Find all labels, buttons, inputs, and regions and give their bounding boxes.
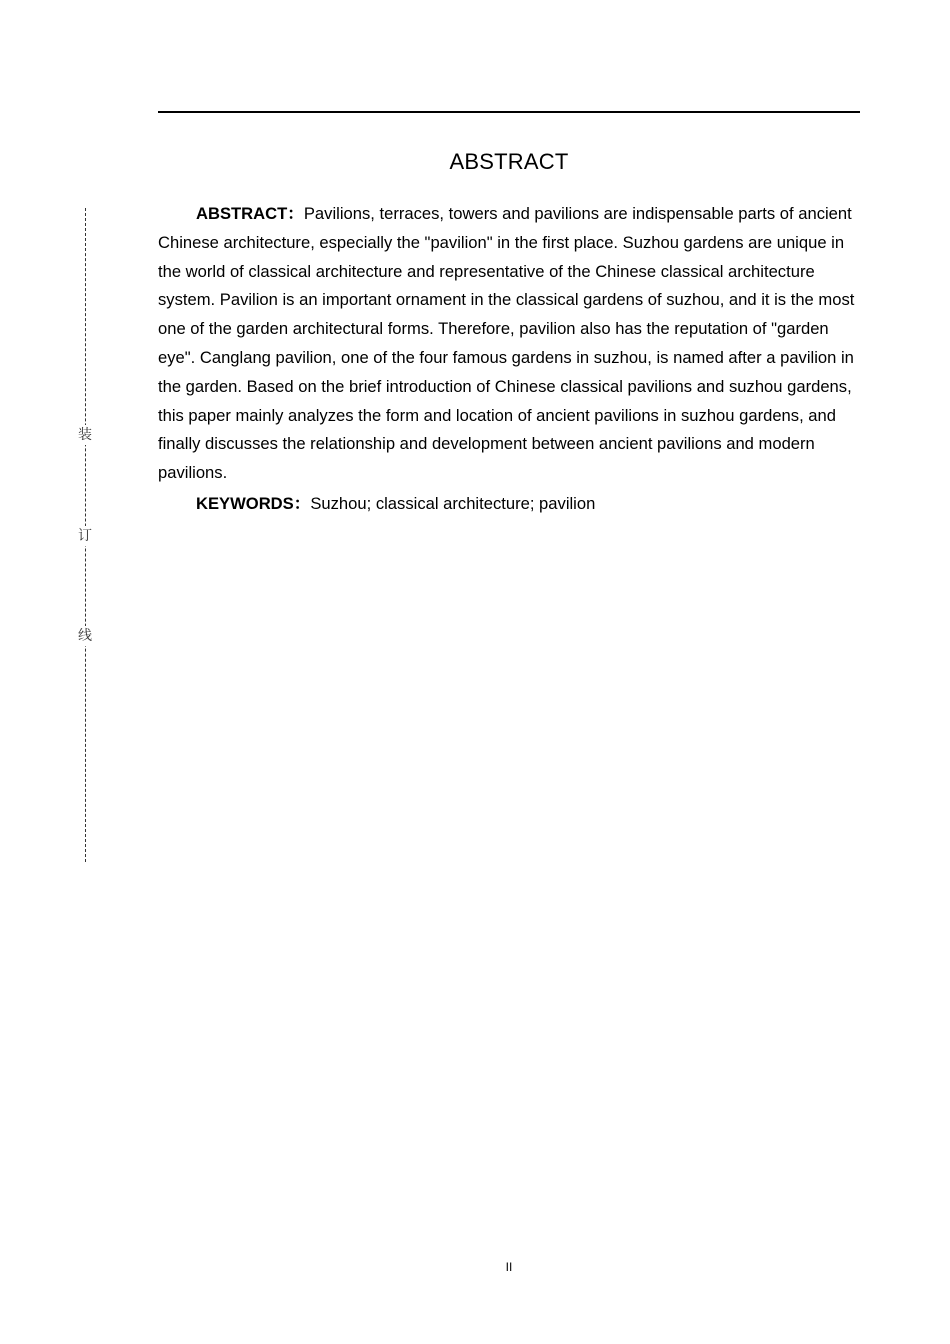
keywords-label: KEYWORDS： [196, 494, 311, 513]
keywords-text: Suzhou; classical architecture; pavilion [310, 494, 596, 513]
page-number: II [505, 1260, 513, 1274]
page-title: ABSTRACT [449, 149, 569, 174]
abstract-paragraph [158, 200, 860, 488]
abstract-text: Pavilions, terraces, towers and pavilions are indispensable parts of ancient Chinese architecture, especially the "pavilion" in the first place. Suzhou gardens are unique in the world of classical architecture and representative of the Chinese classical architecture system. Pavilion is an important ornament in the classical gardens of suzhou, and it is the most one of the garden architectural forms. Therefore, pavilion also has the reputation of "garden eye". Canglang pavilion, one of the four famous gardens in suzhou, is named after a pavilion in the garden. Based on the brief introduction of Chinese classical pavilions and suzhou gardens, this paper mainly analyzes the form and location of ancient pavilions in suzhou gardens, and finally discusses the relationship and development between ancient pavilions and modern pavilions. [158, 204, 855, 483]
keywords-paragraph [158, 490, 860, 519]
binding-char-zhuang: 装 [78, 427, 92, 443]
binding-char-ding: 订 [78, 528, 92, 544]
binding-char-xian: 线 [78, 628, 92, 644]
abstract-label: ABSTRACT： [196, 204, 304, 223]
header-rule [158, 111, 860, 113]
